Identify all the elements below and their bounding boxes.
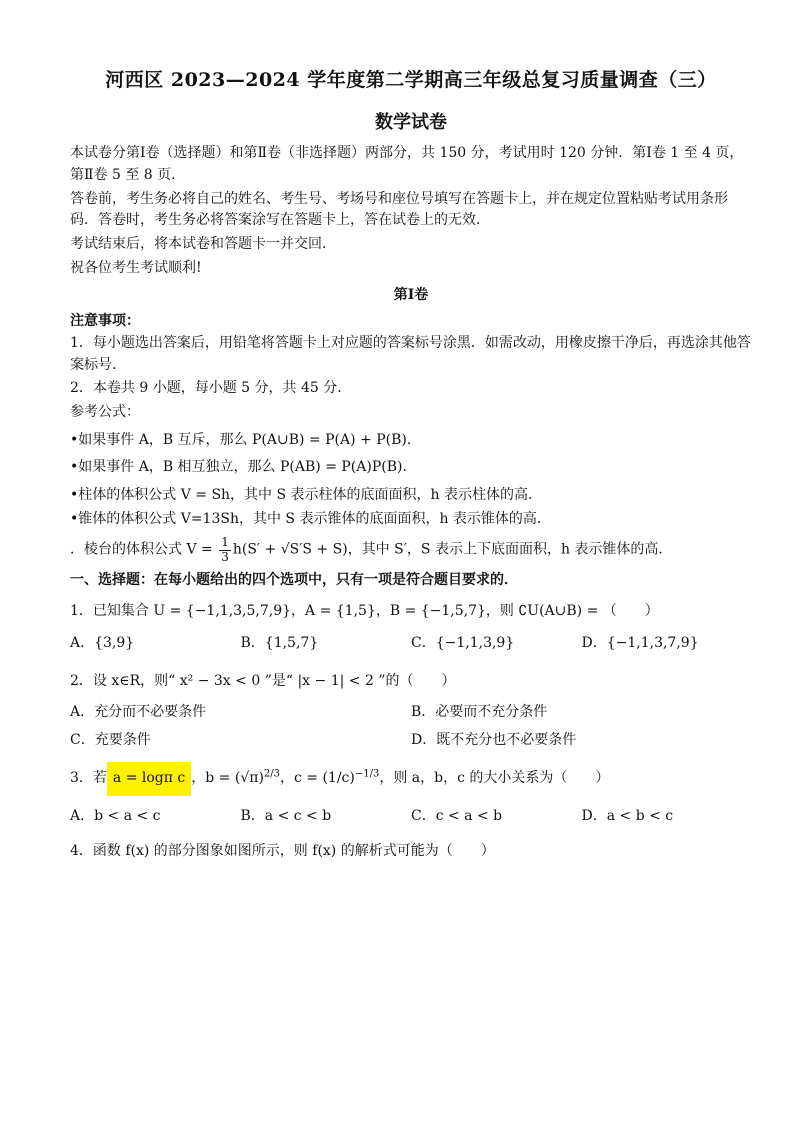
formula-cone-volume: •锥体的体积公式 V=13Sh，其中 S 表示锥体的底面面积，h 表示锥体的高．	[70, 510, 551, 527]
notice-item: 1．每小题选出答案后，用铅笔将答题卡上对应题的答案标号涂黑．如需改动，用橡皮擦干净后，再选涂其他答案标号．	[70, 334, 751, 373]
option-b: B．{1,5,7}	[240, 635, 319, 652]
question-3-suffix: ，则 a，b，c 的大小关系为（ ）	[379, 769, 610, 786]
b-exponent: 2/3	[263, 768, 280, 780]
question-1-options	[70, 633, 752, 655]
intro-line: 本试卷分第Ⅰ卷（选择题）和第Ⅱ卷（非选择题）两部分，共 150 分，考试用时 120 分钟．第Ⅰ卷 1 至 4 页，第Ⅱ卷 5 至 8 页．	[70, 145, 744, 184]
formula-frustum-volume	[70, 536, 752, 563]
question-2-options	[70, 702, 752, 751]
question-2	[70, 671, 752, 752]
question-4	[70, 841, 752, 863]
option-c: C．c < a < b	[411, 807, 503, 824]
intro-section	[70, 143, 752, 279]
formula-mutually-exclusive: •如果事件 A，B 互斥，那么 P(A∪B) = P(A) + P(B)．	[70, 431, 421, 448]
formula-frustum-post: h(S′ + √S′S + S)，其中 S′，S 表示上下底面面积，h 表示锥体的高．	[232, 542, 673, 559]
option-b: B．必要而不充分条件	[411, 704, 548, 721]
option-a: A．充分而不必要条件	[70, 704, 207, 721]
option-a: A．{3,9}	[70, 635, 135, 652]
option-a: A．b < a < c	[70, 807, 161, 824]
question-3	[70, 762, 752, 827]
formula-independent: •如果事件 A，B 相互独立，那么 P(AB) = P(A)P(B)．	[70, 459, 417, 476]
highlighted-expression: a = logπ c	[107, 762, 191, 796]
question-3-prefix: 3．若	[70, 769, 107, 786]
option-b: B．a < c < b	[240, 807, 332, 824]
question-3-options	[70, 806, 752, 828]
exam-title: 河西区 2023—2024 学年度第二学期高三年级总复习质量调查（三）	[105, 69, 717, 91]
question-3-b: ，b = (√π)	[191, 769, 264, 786]
question-1	[70, 601, 752, 654]
question-3-stem	[70, 762, 752, 796]
exam-subtitle: 数学试卷	[375, 112, 447, 134]
section-one-heading: 一、选择题：在每小题给出的四个选项中，只有一项是符合题目要求的．	[70, 571, 518, 588]
question-1-stem: 1．已知集合 U = {−1,1,3,5,7,9}，A = {1,5}，B = {−1,5,7}，则 ∁U(A∪B) = （ ）	[70, 603, 659, 620]
notice-item: 2．本卷共 9 小题，每小题 5 分，共 45 分．	[70, 380, 352, 397]
notice-section	[70, 311, 752, 423]
option-c: C．{−1,1,3,9}	[411, 635, 515, 652]
notice-heading: 注意事项：	[70, 313, 140, 330]
option-d: D．{−1,1,3,7,9}	[581, 635, 699, 652]
reference-heading: 参考公式：	[70, 403, 140, 420]
volume-heading: 第Ⅰ卷	[393, 287, 429, 304]
option-d: D．既不充分也不必要条件	[411, 732, 577, 749]
intro-line: 祝各位考生考试顺利!	[70, 259, 202, 276]
question-3-c: ，c = (1/c)	[280, 769, 355, 786]
option-c: C．充要条件	[70, 732, 151, 749]
one-third-fraction: $\frac{1}{3}$	[221, 535, 229, 564]
c-exponent: −1/3	[354, 768, 380, 780]
question-2-stem: 2．设 x∈R，则“ x² − 3x < 0 ”是“ |x − 1| < 2 ”的（ ）	[70, 672, 456, 689]
question-4-stem: 4．函数 f(x) 的部分图象如图所示，则 f(x) 的解析式可能为（ ）	[70, 843, 495, 860]
formula-prism-volume: •柱体的体积公式 V = Sh，其中 S 表示柱体的底面面积，h 表示柱体的高．	[70, 486, 543, 503]
intro-line: 考试结束后，将本试卷和答题卡一并交回．	[70, 236, 336, 253]
formula-frustum-pre: ．棱台的体积公式 V =	[70, 542, 218, 559]
intro-line: 答卷前，考生务必将自己的姓名、考生号、考场号和座位号填写在答题卡上，并在规定位置粘贴考试用条形码．答卷时，考生务必将答案涂写在答题卡上，答在试卷上的无效．	[70, 190, 728, 229]
formula-list	[70, 430, 752, 564]
option-d: D．a < b < c	[581, 807, 674, 824]
